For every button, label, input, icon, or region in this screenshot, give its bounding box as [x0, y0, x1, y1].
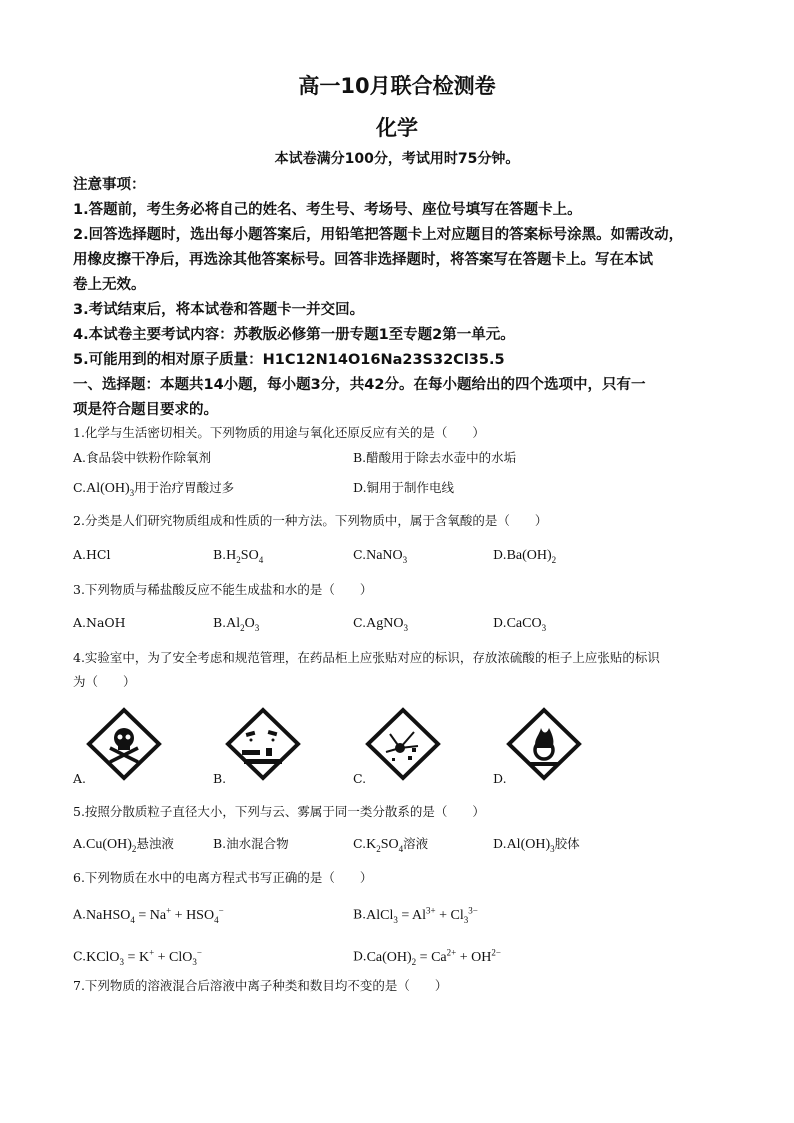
- note-3: 3.考试结束后，将本试卷和答题卡一并交回。: [73, 302, 365, 318]
- q6-option-b: [353, 900, 478, 929]
- q5-option-d-label: D.: [493, 836, 507, 851]
- notes-heading: 注意事项：: [73, 177, 146, 193]
- q2-option-d-formula: $Ba(OH)_2$: [506, 548, 557, 565]
- q6-option-a: [73, 900, 224, 929]
- note-2b: 用橡皮擦干净后，再选涂其他答案标号。回答非选择题时，将答案写在答题卡上。写在本试: [73, 252, 653, 268]
- q1-option-d: D.铜用于制作电线: [353, 480, 455, 495]
- q3-option-d-formula: CaCO$_3$: [506, 616, 547, 633]
- q3-option-a: A.NaOH: [73, 615, 126, 630]
- q2-option-d: [493, 545, 556, 570]
- q2-option-b-formula: $H_2SO_4$: [226, 548, 264, 565]
- q7-stem: 7.下列物质的溶液混合后溶液中离子种类和数目均不变的是（ ）: [73, 978, 448, 993]
- q3-option-b: [213, 613, 259, 638]
- q3-option-b-formula: $Al_2O_3$: [226, 616, 260, 633]
- q2-option-c-label: C.: [353, 547, 367, 562]
- q5-option-c-text: 溶液: [403, 836, 429, 851]
- q4-option-c-label: C.: [353, 771, 367, 786]
- q3-option-c-label: C.: [353, 615, 367, 630]
- toxic-skull-icon: [83, 704, 165, 784]
- note-2c: 卷上无效。: [73, 277, 146, 293]
- q3-option-c-formula: AgNO$_3$: [366, 616, 408, 633]
- q3-option-d-label: D.: [493, 615, 507, 630]
- q2-option-d-label: D.: [493, 547, 507, 562]
- explosive-icon: [362, 704, 444, 784]
- q1-option-c-formula: $Al(OH)_3$: [86, 481, 135, 498]
- note-4: 4.本试卷主要考试内容：苏教版必修第一册专题1至专题2第一单元。: [73, 327, 515, 343]
- q3-option-c: [353, 613, 408, 638]
- oxidizer-flame-icon: [503, 704, 585, 784]
- q1-option-c-label: C.: [73, 480, 87, 495]
- q6-option-c: [73, 942, 202, 971]
- q1-stem: 1.化学与生活密切相关。下列物质的用途与氧化还原反应有关的是（ ）: [73, 425, 485, 440]
- note-1: 1.答题前，考生务必将自己的姓名、考生号、考场号、座位号填写在答题卡上。: [73, 202, 582, 218]
- exam-subject: 化学: [376, 116, 418, 140]
- q2-stem: 2.分类是人们研究物质组成和性质的一种方法。下列物质中，属于含氧酸的是（ ）: [73, 513, 548, 528]
- q6-option-c-label: C.: [73, 948, 87, 964]
- exam-info: 本试卷满分100分，考试用时75分钟。: [274, 151, 520, 167]
- q2-option-b: [213, 545, 263, 570]
- q3-option-b-label: B.: [213, 615, 227, 630]
- q4-stem-line-2: 为（ ）: [73, 674, 136, 689]
- q6-option-b-formula: AlCl$_3$ = $Al^{3+} + Cl_3^{3-}$: [366, 905, 478, 925]
- q1-option-c: [73, 478, 234, 503]
- q4-stem-line-1: 4.实验室中，为了安全考虑和规范管理，在药品柜上应张贴对应的标识，存放浓硫酸的柜子上应张贴的标识: [73, 650, 660, 665]
- exam-title: 高一10月联合检测卷: [298, 74, 496, 98]
- q1-option-a: A.食品袋中铁粉作除氧剂: [73, 450, 212, 465]
- q1-option-c-text: 用于治疗胃酸过多: [134, 480, 235, 495]
- q3-stem: 3.下列物质与稀盐酸反应不能生成盐和水的是（ ）: [73, 582, 373, 597]
- note-5: 5.可能用到的相对原子质量：H1C12N14O16Na23S32Cl35.5: [73, 352, 505, 368]
- q5-option-a-text: 悬浊液: [136, 836, 174, 851]
- q6-option-a-label: A.: [73, 906, 87, 922]
- q5-option-d-text: 胶体: [554, 836, 580, 851]
- q4-option-d-label: D.: [493, 771, 507, 786]
- section-line-1: 一、选择题：本题共14小题，每小题3分，共42分。在每小题给出的四个选项中，只有一: [73, 377, 646, 393]
- q5-stem: 5.按照分散质粒子直径大小，下列与云、雾属于同一类分散系的是（ ）: [73, 804, 485, 819]
- q3-option-d: [493, 613, 546, 638]
- q5-option-d: [493, 834, 580, 859]
- q2-option-b-label: B.: [213, 547, 227, 562]
- q2-option-c: [353, 545, 407, 570]
- q6-option-b-label: B.: [353, 906, 367, 922]
- q4-option-a-label: A.: [73, 771, 87, 786]
- note-2a: 2.回答选择题时，选出每小题答案后，用铅笔把答题卡上对应题目的答案标号涂黑。如需改动，: [73, 227, 684, 243]
- q6-option-a-formula: NaHSO$_4$ = $Na^+ + HSO_4^-$: [86, 905, 224, 925]
- q1-option-b: B.醋酸用于除去水壶中的水垢: [353, 450, 517, 465]
- section-line-2: 项是符合题目要求的。: [73, 402, 218, 418]
- q2-option-c-formula: NaNO$_3$: [366, 548, 408, 565]
- q5-option-a-label: A.: [73, 836, 87, 851]
- q5-option-c: [353, 834, 428, 859]
- q5-option-c-label: C.: [353, 836, 367, 851]
- q5-option-a-formula: $Cu(OH)_2$: [86, 837, 137, 854]
- q6-stem: 6.下列物质在水中的电离方程式书写正确的是（ ）: [73, 870, 373, 885]
- q6-option-d-label: D.: [353, 948, 367, 964]
- q4-option-b-label: B.: [213, 771, 227, 786]
- q2-option-a: A.HCl: [73, 547, 111, 562]
- q6-option-d-formula: $Ca(OH)_2 = Ca^{2+} + OH^{2-}$: [366, 947, 501, 967]
- q5-option-b: B.油水混合物: [213, 836, 289, 851]
- q5-option-c-formula: $K_2SO_4$: [366, 837, 404, 854]
- corrosive-icon: [222, 704, 304, 784]
- q6-option-c-formula: KClO$_3$ = K+ + ClO$_3$−: [86, 947, 202, 967]
- q6-option-d: [353, 942, 501, 971]
- q5-option-a: [73, 834, 174, 859]
- q5-option-d-formula: $Al(OH)_3$: [506, 837, 555, 854]
